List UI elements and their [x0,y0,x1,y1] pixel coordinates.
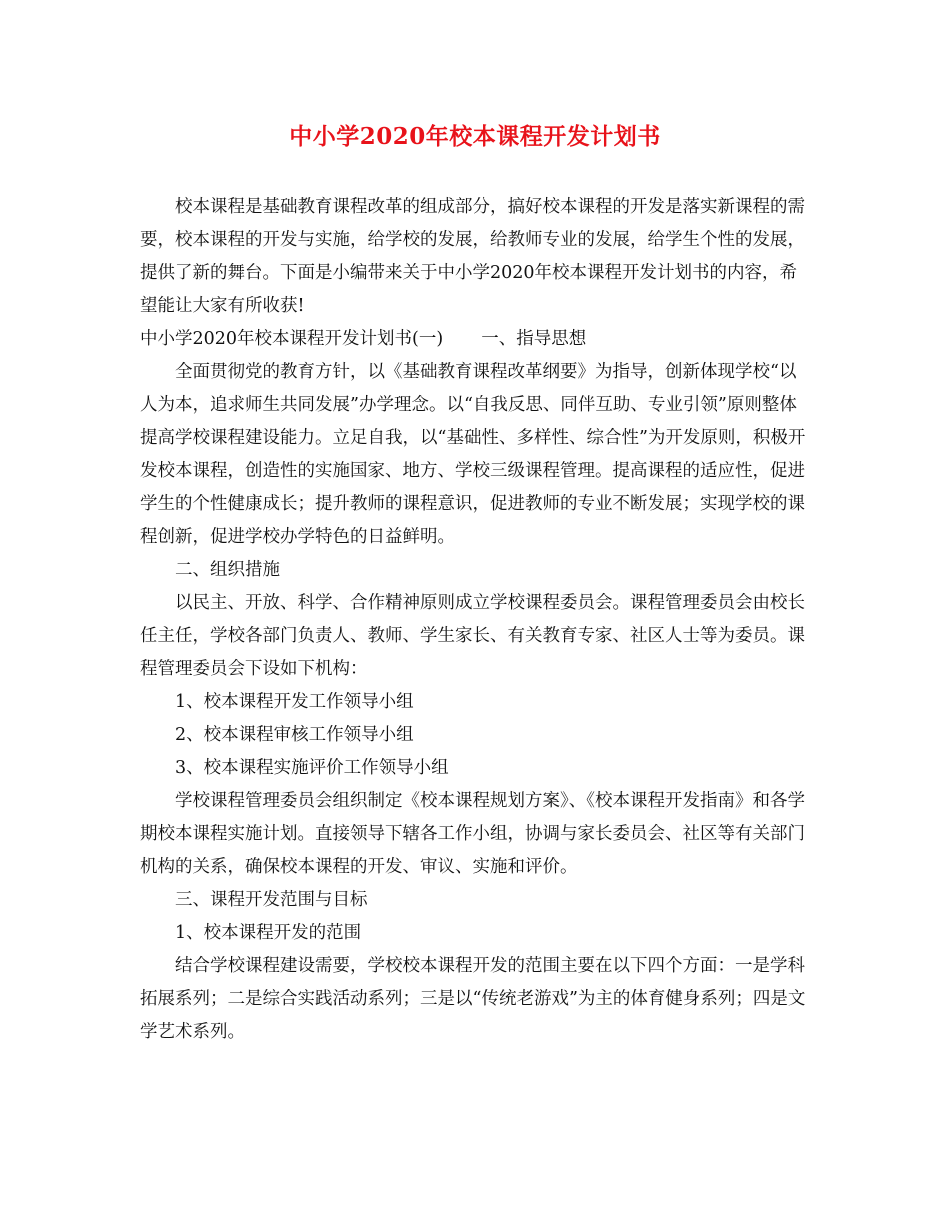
section2-paragraph-2: 学校课程管理委员会组织制定《校本课程规划方案》、《校本课程开发指南》和各学期校本课程实施计划。直接领导下辖各工作小组，协调与家长委员会、社区等有关部门机构的关系，确保校本课程的开发、审议、实施和评价。 [140,791,805,877]
document-body [140,191,812,1049]
intro-paragraph: 校本课程是基础教育课程改革的组成部分，搞好校本课程的开发是落实新课程的需要，校本课程的开发与实施，给学校的发展，给教师专业的发展，给学生个性的发展，提供了新的舞台。下面是小编带来关于中小学2020年校本课程开发计划书的内容，希望能让大家有所收获! [140,197,805,316]
section1-paragraph: 全面贯彻党的教育方针，以《基础教育课程改革纲要》为指导，创新体现学校“以人为本，追求师生共同发展”办学理念。以“自我反思、同伴互助、专业引领”原则整体提高学校课程建设能力。立足自我，以“基础性、多样性、综合性”为开发原则，积极开发校本课程，创造性的实施国家、地方、学校三级课程管理。提高课程的适应性，促进学生的个性健康成长；提升教师的课程意识，促进教师的专业不断发展；实现学校的课程创新，促进学校办学特色的日益鲜明。 [140,362,806,547]
subtitle-line [140,323,812,356]
section2-heading: 二、组织措施 [175,560,280,580]
section3-heading: 三、课程开发范围与目标 [175,890,368,910]
list-item: 1、校本课程开发工作领导小组 [175,692,414,712]
document-title: 中小学2020年校本课程开发计划书 [289,123,661,150]
subtitle: 中小学2020年校本课程开发计划书(一) [140,329,444,349]
section2-paragraph: 以民主、开放、科学、合作精神原则成立学校课程委员会。课程管理委员会由校长任主任，学校各部门负责人、教师、学生家长、有关教育专家、社区人士等为委员。课程管理委员会下设如下机构： [140,593,805,679]
section1-heading: 一、指导思想 [481,329,587,349]
section3-subheading: 1、校本课程开发的范围 [175,923,362,943]
section3-paragraph: 结合学校课程建设需要，学校校本课程开发的范围主要在以下四个方面：一是学科拓展系列；二是综合实践活动系列；三是以“传统老游戏”为主的体育健身系列；四是文学艺术系列。 [140,956,806,1042]
list-item: 3、校本课程实施评价工作领导小组 [175,758,449,778]
list-item: 2、校本课程审核工作领导小组 [175,725,414,745]
